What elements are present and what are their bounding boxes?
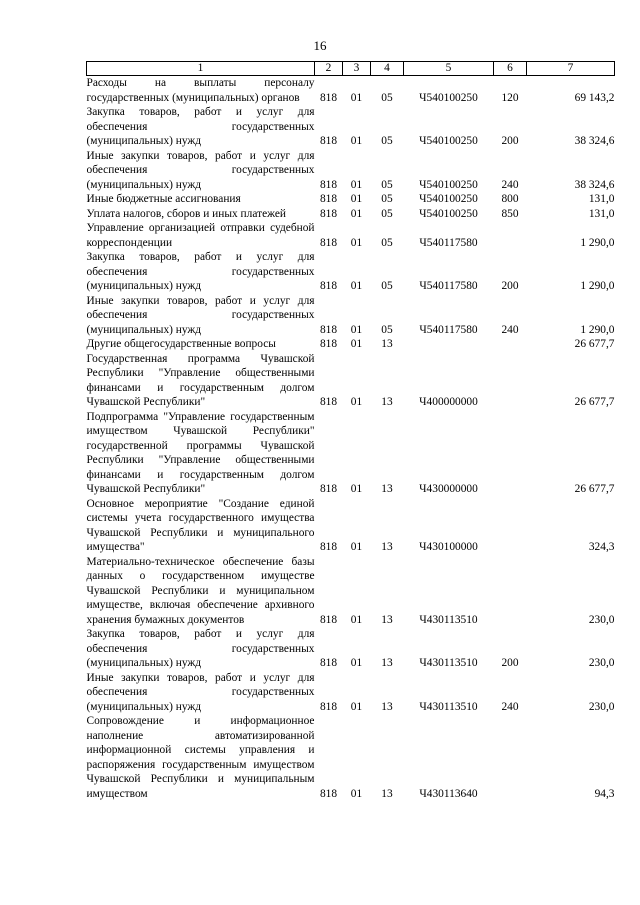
row-target-article: Ч540117580 bbox=[419, 323, 478, 336]
row-section-code: 01 bbox=[350, 787, 363, 800]
row-section-code: 01 bbox=[350, 236, 363, 249]
row-grbs-code: 818 bbox=[319, 207, 338, 220]
row-subsection-code: 13 bbox=[381, 700, 393, 713]
row-name: Расходы на выплаты персоналу государственных (муниципальных) органов bbox=[86, 77, 315, 104]
row-grbs-code: 818 bbox=[319, 338, 338, 350]
row-expense-type: 850 bbox=[501, 207, 519, 220]
row-section-code: 01 bbox=[350, 657, 363, 669]
row-name: Иные бюджетные ассигнования bbox=[86, 193, 241, 205]
row-section-code: 01 bbox=[350, 323, 363, 336]
row-expense-type bbox=[494, 555, 527, 628]
row-name: Уплата налогов, сборов и иных платежей bbox=[86, 207, 286, 220]
row-expense-type bbox=[494, 410, 527, 497]
row-grbs-code: 818 bbox=[319, 657, 338, 669]
row-grbs-code: 818 bbox=[319, 787, 338, 800]
row-name: Иные закупки товаров, работ и услуг для обеспечения государственных (муниципальных) нужд bbox=[86, 149, 315, 191]
row-amount: 69 143,2 bbox=[574, 91, 615, 104]
row-grbs-code: 818 bbox=[319, 236, 338, 249]
row-expense-type: 240 bbox=[501, 178, 519, 191]
row-name: Сопровождение и информационное наполнение автоматизированной информационной системы управления и распоряжения государственным имуществом Чувашской Республики и муниципальным имуществом bbox=[86, 715, 315, 800]
row-section-code: 01 bbox=[350, 700, 363, 713]
row-grbs-code: 818 bbox=[319, 280, 338, 292]
row-target-article: Ч400000000 bbox=[419, 396, 478, 408]
row-amount: 38 324,6 bbox=[574, 135, 615, 147]
row-subsection-code: 05 bbox=[381, 323, 393, 336]
row-subsection-code: 05 bbox=[381, 178, 393, 191]
row-grbs-code: 818 bbox=[319, 541, 338, 553]
table-row bbox=[87, 627, 615, 671]
row-amount: 230,0 bbox=[588, 613, 615, 626]
row-expense-type: 240 bbox=[501, 323, 519, 336]
row-section-code: 01 bbox=[350, 280, 363, 292]
column-header: 7 bbox=[527, 62, 615, 76]
table-row bbox=[87, 410, 615, 497]
row-expense-type bbox=[494, 497, 527, 555]
row-subsection-code: 13 bbox=[381, 483, 393, 495]
row-subsection-code: 05 bbox=[381, 135, 393, 147]
row-grbs-code: 818 bbox=[319, 700, 338, 713]
row-target-article: Ч430113510 bbox=[419, 700, 478, 713]
row-target-article: Ч540100250 bbox=[419, 91, 478, 104]
column-header: 6 bbox=[494, 62, 527, 76]
table-row bbox=[87, 149, 615, 193]
row-subsection-code: 13 bbox=[381, 396, 393, 408]
page-number: 16 bbox=[313, 38, 327, 53]
row-expense-type: 200 bbox=[501, 135, 519, 147]
row-target-article: Ч540100250 bbox=[419, 207, 478, 220]
table-row bbox=[87, 714, 615, 801]
row-subsection-code: 05 bbox=[381, 280, 393, 292]
row-amount: 1 290,0 bbox=[580, 323, 615, 336]
row-subsection-code: 13 bbox=[381, 657, 393, 669]
table-header-row bbox=[87, 62, 615, 76]
row-target-article: Ч430113510 bbox=[419, 613, 478, 626]
row-grbs-code: 818 bbox=[319, 135, 338, 147]
table-body bbox=[87, 76, 615, 802]
row-amount: 230,0 bbox=[588, 657, 615, 669]
row-grbs-code: 818 bbox=[319, 483, 338, 495]
row-grbs-code: 818 bbox=[319, 396, 338, 408]
table-row bbox=[87, 192, 615, 207]
row-grbs-code: 818 bbox=[319, 178, 338, 191]
row-expense-type bbox=[494, 714, 527, 801]
column-header: 1 bbox=[87, 62, 315, 76]
table-row bbox=[87, 671, 615, 715]
row-section-code: 01 bbox=[350, 207, 363, 220]
row-amount: 131,0 bbox=[588, 193, 615, 205]
column-header: 5 bbox=[404, 62, 494, 76]
row-subsection-code: 13 bbox=[381, 338, 393, 350]
row-target-article: Ч540117580 bbox=[419, 236, 478, 249]
row-amount: 1 290,0 bbox=[580, 236, 615, 249]
row-subsection-code: 05 bbox=[381, 193, 393, 205]
row-target-article: Ч540100250 bbox=[419, 135, 478, 147]
row-grbs-code: 818 bbox=[319, 193, 338, 205]
row-name: Иные закупки товаров, работ и услуг для обеспечения государственных (муниципальных) нужд bbox=[86, 671, 315, 713]
row-section-code: 01 bbox=[350, 541, 363, 553]
row-section-code: 01 bbox=[350, 396, 363, 408]
table-row bbox=[87, 207, 615, 222]
row-section-code: 01 bbox=[350, 178, 363, 191]
row-expense-type: 120 bbox=[501, 91, 519, 104]
row-target-article: Ч430113510 bbox=[419, 657, 478, 669]
row-amount: 94,3 bbox=[594, 787, 615, 800]
row-name: Государственная программа Чувашской Республики "Управление общественными финансами и государственным долгом Чувашской Республики" bbox=[86, 352, 315, 408]
row-expense-type bbox=[494, 337, 527, 352]
row-target-article bbox=[404, 337, 494, 352]
row-name: Подпрограмма "Управление государственным имуществом Чувашской Республики" государственной программы Чувашской Республики "Управление общественными финансами и государственным долгом Чувашской Республики" bbox=[86, 410, 315, 495]
row-target-article: Ч430000000 bbox=[419, 483, 478, 495]
row-subsection-code: 13 bbox=[381, 541, 393, 553]
row-grbs-code: 818 bbox=[319, 91, 338, 104]
row-target-article: Ч540100250 bbox=[419, 178, 478, 191]
row-amount: 230,0 bbox=[588, 700, 615, 713]
row-name: Материально-техническое обеспечение базы данных о государственном имуществе Чувашской Республики и муниципальном имуществе, включая обеспечение архивного хранения бумажных документов bbox=[86, 555, 315, 626]
row-amount: 26 677,7 bbox=[574, 338, 615, 350]
row-expense-type: 240 bbox=[501, 700, 519, 713]
table-row bbox=[87, 76, 615, 106]
row-name: Закупка товаров, работ и услуг для обеспечения государственных (муниципальных) нужд bbox=[86, 106, 315, 147]
row-expense-type bbox=[494, 352, 527, 410]
table-row bbox=[87, 497, 615, 555]
row-grbs-code: 818 bbox=[319, 613, 338, 626]
row-target-article: Ч430113640 bbox=[419, 787, 478, 800]
row-expense-type: 200 bbox=[501, 280, 519, 292]
row-name: Закупка товаров, работ и услуг для обеспечения государственных (муниципальных) нужд bbox=[86, 628, 315, 669]
row-amount: 26 677,7 bbox=[574, 396, 615, 408]
row-section-code: 01 bbox=[350, 193, 363, 205]
budget-table bbox=[86, 61, 615, 801]
table-row bbox=[87, 221, 615, 250]
row-target-article: Ч430100000 bbox=[419, 541, 478, 553]
row-name: Иные закупки товаров, работ и услуг для обеспечения государственных (муниципальных) нужд bbox=[86, 294, 315, 336]
row-subsection-code: 05 bbox=[381, 91, 393, 104]
table-row bbox=[87, 105, 615, 149]
row-grbs-code: 818 bbox=[319, 323, 338, 336]
row-amount: 324,3 bbox=[588, 541, 615, 553]
row-amount: 26 677,7 bbox=[574, 483, 615, 495]
row-expense-type: 800 bbox=[501, 193, 519, 205]
table-row bbox=[87, 555, 615, 628]
row-subsection-code: 13 bbox=[381, 613, 393, 626]
table-row bbox=[87, 337, 615, 352]
row-section-code: 01 bbox=[350, 483, 363, 495]
row-amount: 1 290,0 bbox=[580, 280, 615, 292]
row-subsection-code: 05 bbox=[381, 207, 393, 220]
row-amount: 131,0 bbox=[588, 207, 615, 220]
row-expense-type bbox=[494, 221, 527, 250]
table-row bbox=[87, 250, 615, 294]
row-name: Закупка товаров, работ и услуг для обеспечения государственных (муниципальных) нужд bbox=[86, 251, 315, 292]
row-name: Управление организацией отправки судебной корреспонденции bbox=[86, 222, 315, 249]
column-header: 4 bbox=[371, 62, 404, 76]
row-target-article: Ч540100250 bbox=[419, 193, 478, 205]
column-header: 2 bbox=[315, 62, 343, 76]
row-section-code: 01 bbox=[350, 338, 363, 350]
column-header: 3 bbox=[343, 62, 371, 76]
row-section-code: 01 bbox=[350, 613, 363, 626]
table-row bbox=[87, 294, 615, 338]
row-name: Другие общегосударственные вопросы bbox=[86, 338, 276, 350]
row-expense-type: 200 bbox=[501, 657, 519, 669]
row-section-code: 01 bbox=[350, 135, 363, 147]
row-subsection-code: 13 bbox=[381, 787, 393, 800]
row-section-code: 01 bbox=[350, 91, 363, 104]
row-name: Основное мероприятие "Создание единой системы учета государственного имущества Чувашской Республики и муниципального имущества" bbox=[86, 497, 315, 553]
table-row bbox=[87, 352, 615, 410]
row-amount: 38 324,6 bbox=[574, 178, 615, 191]
row-subsection-code: 05 bbox=[381, 236, 393, 249]
row-target-article: Ч540117580 bbox=[419, 280, 478, 292]
